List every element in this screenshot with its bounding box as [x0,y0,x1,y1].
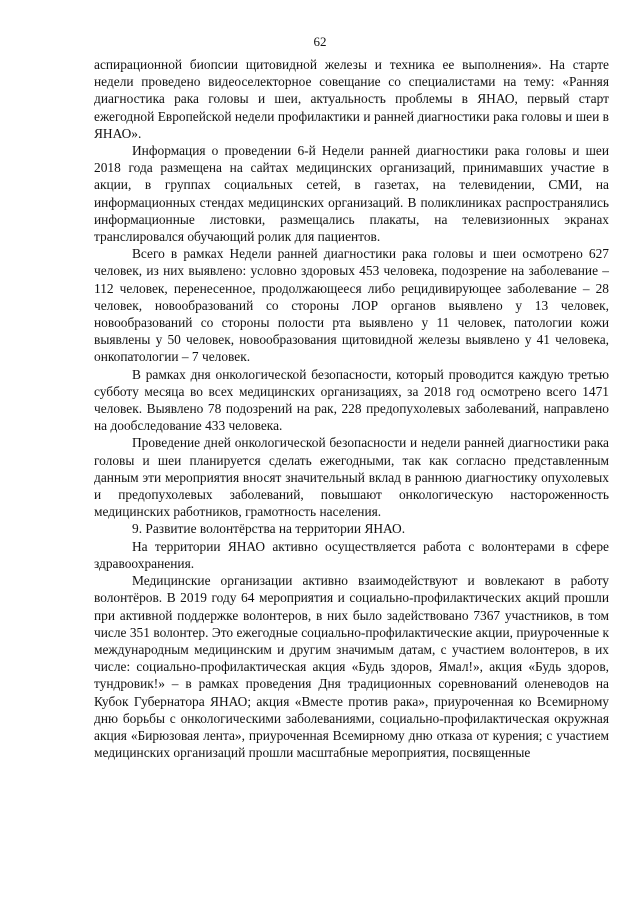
paragraph-biopsy-continuation: аспирационной биопсии щитовидной железы и техника ее выполнения». На старте недели проведено видеоселекторное совещание со специалистами на тему: «Ранняя диагностика рака головы и шеи, актуальность проблемы в ЯНАО, первый старт ежегодной Европейской недели профилактики и ранней диагностики рака головы и шеи в ЯНАО». [94,57,609,141]
paragraph-examination-results: Всего в рамках Недели ранней диагностики рака головы и шеи осмотрено 627 человек, из них выявлено: условно здоровых 453 человека, подозрение на заболевание – 112 человек, перенесенное, продолжающееся либо рецидивирующее заболевание – 28 человек, новообразований со стороны ЛОР органов выявлено у 13 человек, новообразований со стороны полости рта выявлено у 11 человек, патологии кожи выявлены у 50 человек, новообразования щитовидной железы выявлено у 41 человека, онкопатологии – 7 человек. [94,246,609,365]
document-body [94,56,609,761]
page-number: 62 [313,34,327,49]
paragraph-information-week: Информация о проведении 6-й Недели ранней диагностики рака головы и шеи 2018 года размещена на сайтах медицинских организаций, принимавших участие в акции, в группах социальных сетей, в газетах, на телевидении, СМИ, на информационных стендах медицинских организаций. В поликлиниках распространялись информационные листовки, размещались плакаты, на телевизионных экранах транслировался обучающий ролик для пациентов. [94,143,609,245]
paragraph-oncology-safety-day: В рамках дня онкологической безопасности, который проводится каждую третью субботу месяца во всех медицинских организациях, за 2018 год осмотрено всего 1471 человек. Выявлено 78 подозрений на рак, 228 предопухолевых заболеваний, направлено на дообследование 433 человека. [94,366,609,434]
paragraph-volunteer-work: На территории ЯНАО активно осуществляется работа с волонтерами в сфере здравоохранения. [94,538,609,571]
paragraph-annual-events: Проведение дней онкологической безопасности и недели ранней диагностики рака головы и шеи планируется сделать ежегодными, так как согласно представленным данным эти мероприятия вносят значительный вклад в раннюю диагностику опухолевых и предопухолевых заболеваний, повышают онкологическую настороженность медицинских работников, грамотность населения. [94,435,609,520]
paragraph-volunteer-events: Медицинские организации активно взаимодействуют и вовлекают в работу волонтёров. В 2019 году 64 мероприятия и социально-профилактических акций прошли при активной поддержке волонтеров, в них было задействовано 7367 участников, в том числе 351 волонтер. Это ежегодные социально-профилактические акции, приуроченные к международным медицинским и другим значимым датам, с участием волонтеров, в их числе: социально-профилактическая акция «Будь здоров, Ямал!», акция «Будь здоров, тундровик!» – в рамках проведения Дня традиционных соревнований оленеводов на Кубок Губернатора ЯНАО; акция «Вместе против рака», приуроченная ко Всемирному дню борьбы с онкологическими заболеваниями, социально-профилактическая окружная акция «Бирюзовая лента», приуроченная Всемирному дню отказа от курения; с участием медицинских организаций прошли масштабные мероприятия, посвященные [94,573,609,761]
section-heading-volunteering: 9. Развитие волонтёрства на территории ЯНАО. [132,521,406,537]
